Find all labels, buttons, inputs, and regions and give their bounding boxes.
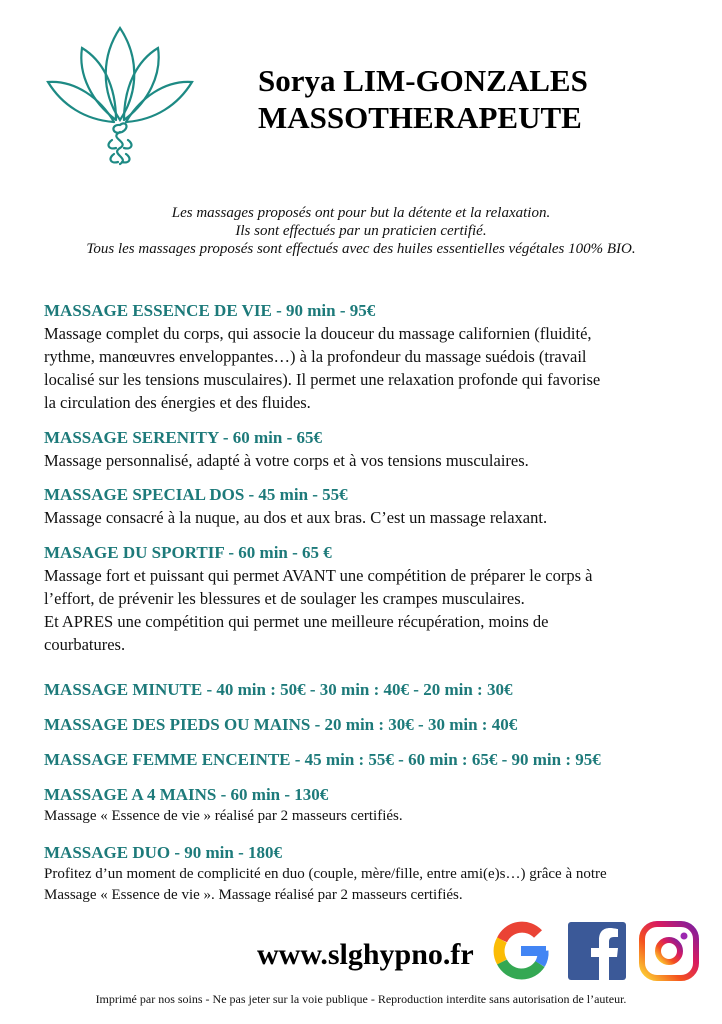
service-title: MASSAGE SPECIAL DOS - 45 min - 55€ [44,485,348,504]
instagram-icon[interactable] [638,920,700,982]
google-icon[interactable] [490,920,552,982]
footer-disclaimer: Imprimé par nos soins - Ne pas jeter sur la voie publique - Reproduction interdite sans autorisation de l’auteur. [95,992,627,1006]
description-line: localisé sur les tensions musculaires). Il permet une relaxation profonde qui favorise [44,370,601,389]
website-link[interactable]: www.slghypno.fr [257,938,474,971]
description-line: la circulation des énergies et des fluides. [44,393,311,412]
description-line: l’effort, de prévenir les blessures et de soulager les crampes musculaires. [44,589,525,608]
service-title: MASSAGE FEMME ENCEINTE - 45 min : 55€ - 60 min : 65€ - 90 min : 95€ [44,750,601,769]
service-serenity [44,427,704,472]
description-line: rythme, manœuvres enveloppantes…) à la profondeur du massage suédois (travail [44,347,587,366]
service-duo [44,842,704,906]
service-description [44,806,704,827]
service-title: MASSAGE SERENITY - 60 min - 65€ [44,428,323,447]
description-line: Massage consacré à la nuque, au dos et aux bras. C’est un massage relaxant. [44,508,548,527]
service-minute [44,679,704,701]
description-line: Profitez d’un moment de complicité en duo (couple, mère/fille, entre ami(e)s…) grâce à notre [44,866,607,882]
facebook-icon[interactable] [566,920,628,982]
service-essence-de-vie [44,300,704,414]
service-title: MASAGE DU SPORTIF - 60 min - 65 € [44,543,332,562]
service-title: MASSAGE A 4 MAINS - 60 min - 130€ [44,785,329,804]
practitioner-name: Sorya LIM-GONZALES [258,63,588,98]
service-title: MASSAGE ESSENCE DE VIE - 90 min - 95€ [44,301,376,320]
intro-line: Ils sont effectués par un praticien certifié. [235,223,487,239]
intro-text [20,204,702,258]
description-line: Massage « Essence de vie » réalisé par 2 masseurs certifiés. [44,808,403,824]
service-special-dos [44,484,704,529]
service-description [44,506,704,529]
description-line: courbatures. [44,635,126,654]
service-title: MASSAGE MINUTE - 40 min : 50€ - 30 min : 40€ - 20 min : 30€ [44,680,513,699]
page-title [258,62,678,136]
service-4-mains [44,784,704,827]
service-sportif [44,542,704,656]
description-line: Massage fort et puissant qui permet AVANT une compétition de préparer le corps à [44,566,593,585]
practitioner-role: MASSOTHERAPEUTE [258,100,582,135]
service-femme-enceinte [44,749,704,771]
description-line: Massage personnalisé, adapté à votre corps et à vos tensions musculaires. [44,451,529,470]
service-description [44,564,704,656]
description-line: Massage complet du corps, qui associe la douceur du massage californien (fluidité, [44,324,592,343]
service-title: MASSAGE DES PIEDS OU MAINS - 20 min : 30€ - 30 min : 40€ [44,715,518,734]
service-description [44,322,704,414]
service-description [44,864,704,906]
description-line: Massage « Essence de vie ». Massage réalisé par 2 masseurs certifiés. [44,887,463,903]
lotus-logo-icon [30,20,210,180]
service-description [44,449,704,472]
description-line: Et APRES une compétition qui permet une meilleure récupération, moins de [44,612,549,631]
service-title: MASSAGE DUO - 90 min - 180€ [44,843,283,862]
service-pieds-mains [44,714,704,736]
intro-line: Tous les massages proposés sont effectués avec des huiles essentielles végétales 100% BIO. [86,241,636,257]
intro-line: Les massages proposés ont pour but la détente et la relaxation. [171,205,551,221]
